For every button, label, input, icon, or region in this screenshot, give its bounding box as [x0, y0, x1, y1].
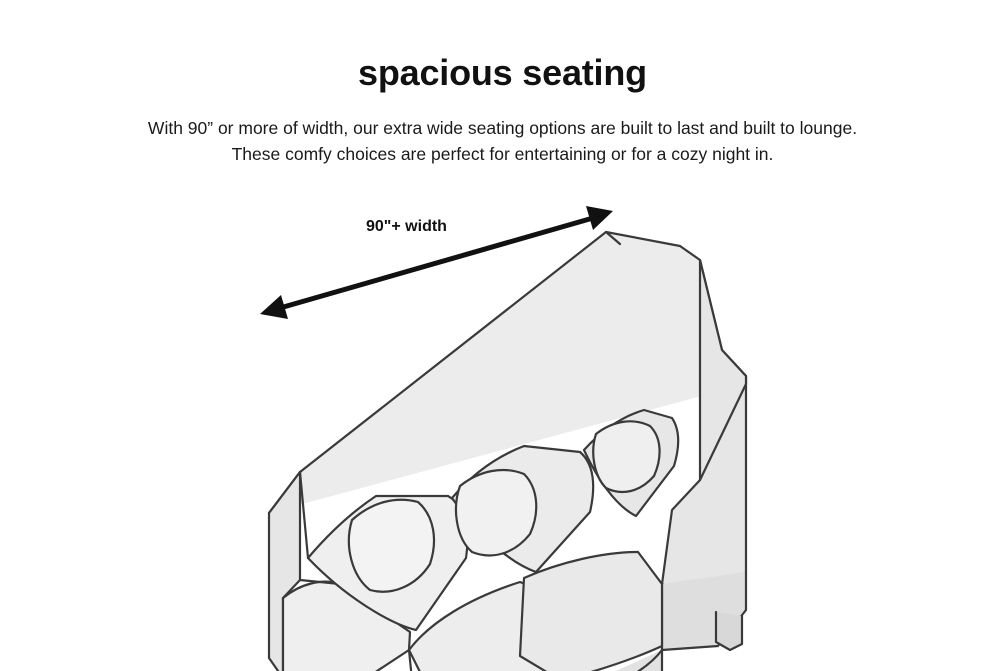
sofa-diagram: [0, 180, 1005, 671]
subcopy-line-1: With 90” or more of width, our extra wide seating options are built to last and built to lounge.: [147, 118, 858, 138]
subcopy-line-2: These comfy choices are perfect for entertaining or for a cozy night in.: [231, 144, 774, 164]
throw-pillow-right: [593, 421, 659, 492]
sofa-line-drawing: [0, 180, 1005, 671]
sofa-leg-right: [716, 612, 742, 650]
width-dimension-label: 90"+ width: [366, 218, 447, 235]
seat-cushion-right: [520, 552, 662, 671]
subcopy: [88, 115, 918, 167]
page-title: spacious seating: [358, 52, 647, 93]
